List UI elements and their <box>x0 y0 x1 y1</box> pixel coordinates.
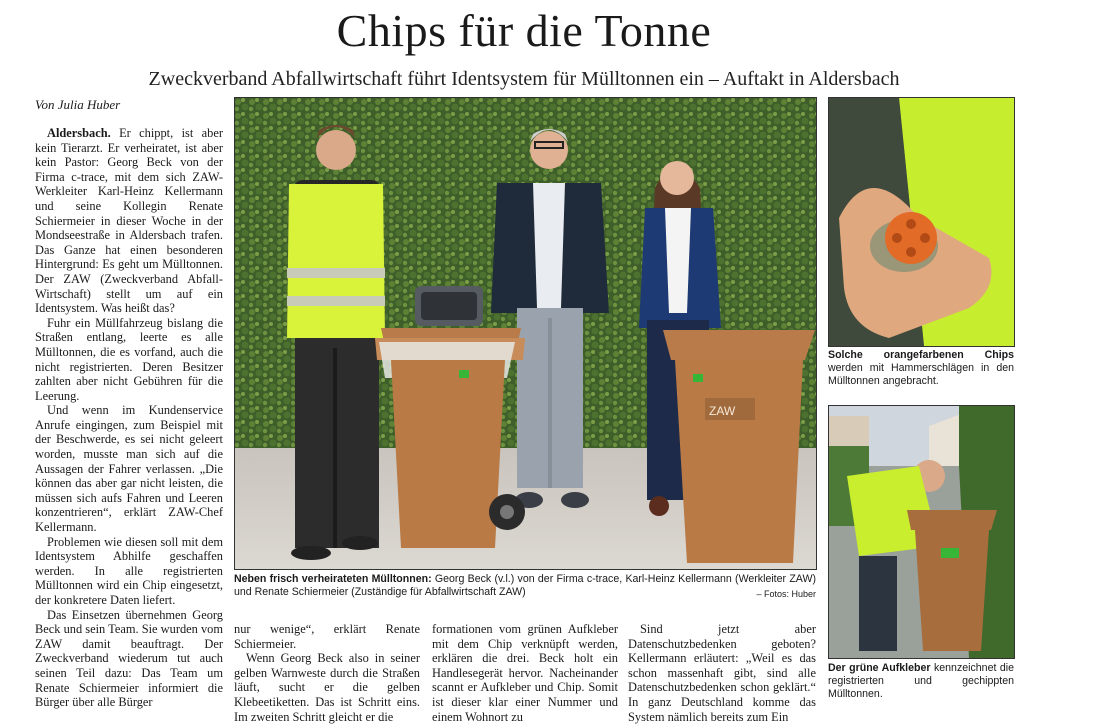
sticker-photo-caption <box>828 662 1014 701</box>
dateline: Aldersbach. <box>47 126 111 140</box>
photo-credit: – Fotos: Huber <box>756 589 816 599</box>
caption-text: werden mit Hammerschlägen in den Mülltonnen angebracht. <box>828 362 1014 387</box>
bin-logo: ZAW <box>709 404 736 418</box>
caption-text: kennzeichnet die registrierten und gechippten Mülltonnen. <box>828 662 1014 700</box>
article-column-1 <box>35 126 223 710</box>
waste-bin-right <box>663 330 815 563</box>
paragraph: Problemen wie diesen soll mit dem Identsystem Abhilfe geschaffen werden. In alle registrierten Mülltonnen wird ein Chip eingesetzt, der konkretere Daten liefert. <box>35 534 223 607</box>
paragraph: Sind jetzt aber Datenschutzbedenken geboten? Kellermann erläutert: „Weil es das schon massenhaft gibt, sind alle Datenschutzbedenken schon geklärt.“ In ganz Deutschland komme das System nämlich bereits zum Ein <box>628 622 816 724</box>
paragraph: formationen vom grünen Aufkleber mit dem Chip verknüpft werden, erklären die drei. Beck holt ein Handlesegerät hervor. Nacheinander scannt er Aufkleber und Chip. Somit ist dieser klar einer Nummer und einem Wohnort zu <box>432 622 618 724</box>
caption-lead: Neben frisch verheirateten Mülltonnen: <box>234 573 432 585</box>
paragraph: Fuhr ein Müllfahrzeug bislang die Straßen entlang, leerte es alle Mülltonnen, die es vorfand, auch die nicht registrierten. Deren Besitzer zahlten aber nicht Gebühren für die Leerung. <box>35 315 223 403</box>
person-georg-beck <box>287 125 385 560</box>
article-column-3 <box>432 622 618 724</box>
subheadline: Zweckverband Abfallwirtschaft führt Identsystem für Mülltonnen ein – Auftakt in Aldersbach <box>148 68 900 90</box>
chip-photo-image <box>829 98 1014 346</box>
sticker-photo-image <box>829 406 1014 658</box>
chip-photo-caption <box>828 349 1014 388</box>
paragraph-text: Er chippt, ist aber kein Tierarzt. Er verheiratet, ist aber kein Pastor: Georg Beck von der Firma c-trace, mit dem sich ZAW-Werkleiter Karl-Heinz Kellermann und seine Kollegin Renate Schiermeier in dieser Woche in der Mondseestraße in Aldersbach trafen. Das Ganze hat einen besonderen Hintergrund: Es geht um Mülltonnen. Der ZAW (Zweckverband Abfall-Wirtschaft) stellt um auf ein Identsystem. Was heißt das? <box>35 126 223 316</box>
paragraph: Wenn Georg Beck also in seiner gelben Warnweste durch die Straßen läuft, sucht er die gelben Klebeetiketten. Das ist Schritt eins. Im zweiten Schritt gleicht er die <box>234 651 420 724</box>
main-photo-caption <box>234 573 816 601</box>
headline: Chips für die Tonne <box>336 5 712 56</box>
caption-lead: Der grüne Aufkleber <box>828 662 931 674</box>
main-photo <box>234 97 817 570</box>
sticker-photo <box>828 405 1015 659</box>
article-column-4 <box>628 622 816 724</box>
byline: Von Julia Huber <box>35 97 121 112</box>
chip <box>885 212 937 264</box>
caption-lead: Solche orangefarbenen Chips <box>828 349 1014 361</box>
chip-photo <box>828 97 1015 347</box>
caption-text: Georg Beck (v.l.) von der Firma c-trace, Karl-Heinz Kellermann (Werkleiter ZAW) und Renate Schiermeier (Zuständige für Abfallwirtschaft ZAW) <box>234 573 816 598</box>
paragraph: Und wenn im Kundenservice Anrufe eingingen, zum Beispiel mit der Beschwerde, es sei nicht geleert worden, musste man sich auf die Aussagen der Fahrer verlassen. „Die können das aber gar nicht leisten, die müssen sich aufs Fahren und Leeren konzentrieren“, erklärt ZAW-Chef Kellermann. <box>35 403 223 535</box>
paragraph: nur wenige“, erklärt Renate Schiermeier. <box>234 622 420 651</box>
article-column-2 <box>234 622 420 724</box>
paragraph <box>35 126 223 316</box>
paragraph: Das Einsetzen übernehmen Georg Beck und sein Team. Sie wurden vom ZAW damit beauftragt. Der Zweckverband wiederum tut auch seinen Teil dazu: Das Team um Renate Schiermeier informiert die Bürger über alle Bürger <box>35 607 223 710</box>
main-photo-image <box>235 98 816 569</box>
bag <box>415 286 483 326</box>
